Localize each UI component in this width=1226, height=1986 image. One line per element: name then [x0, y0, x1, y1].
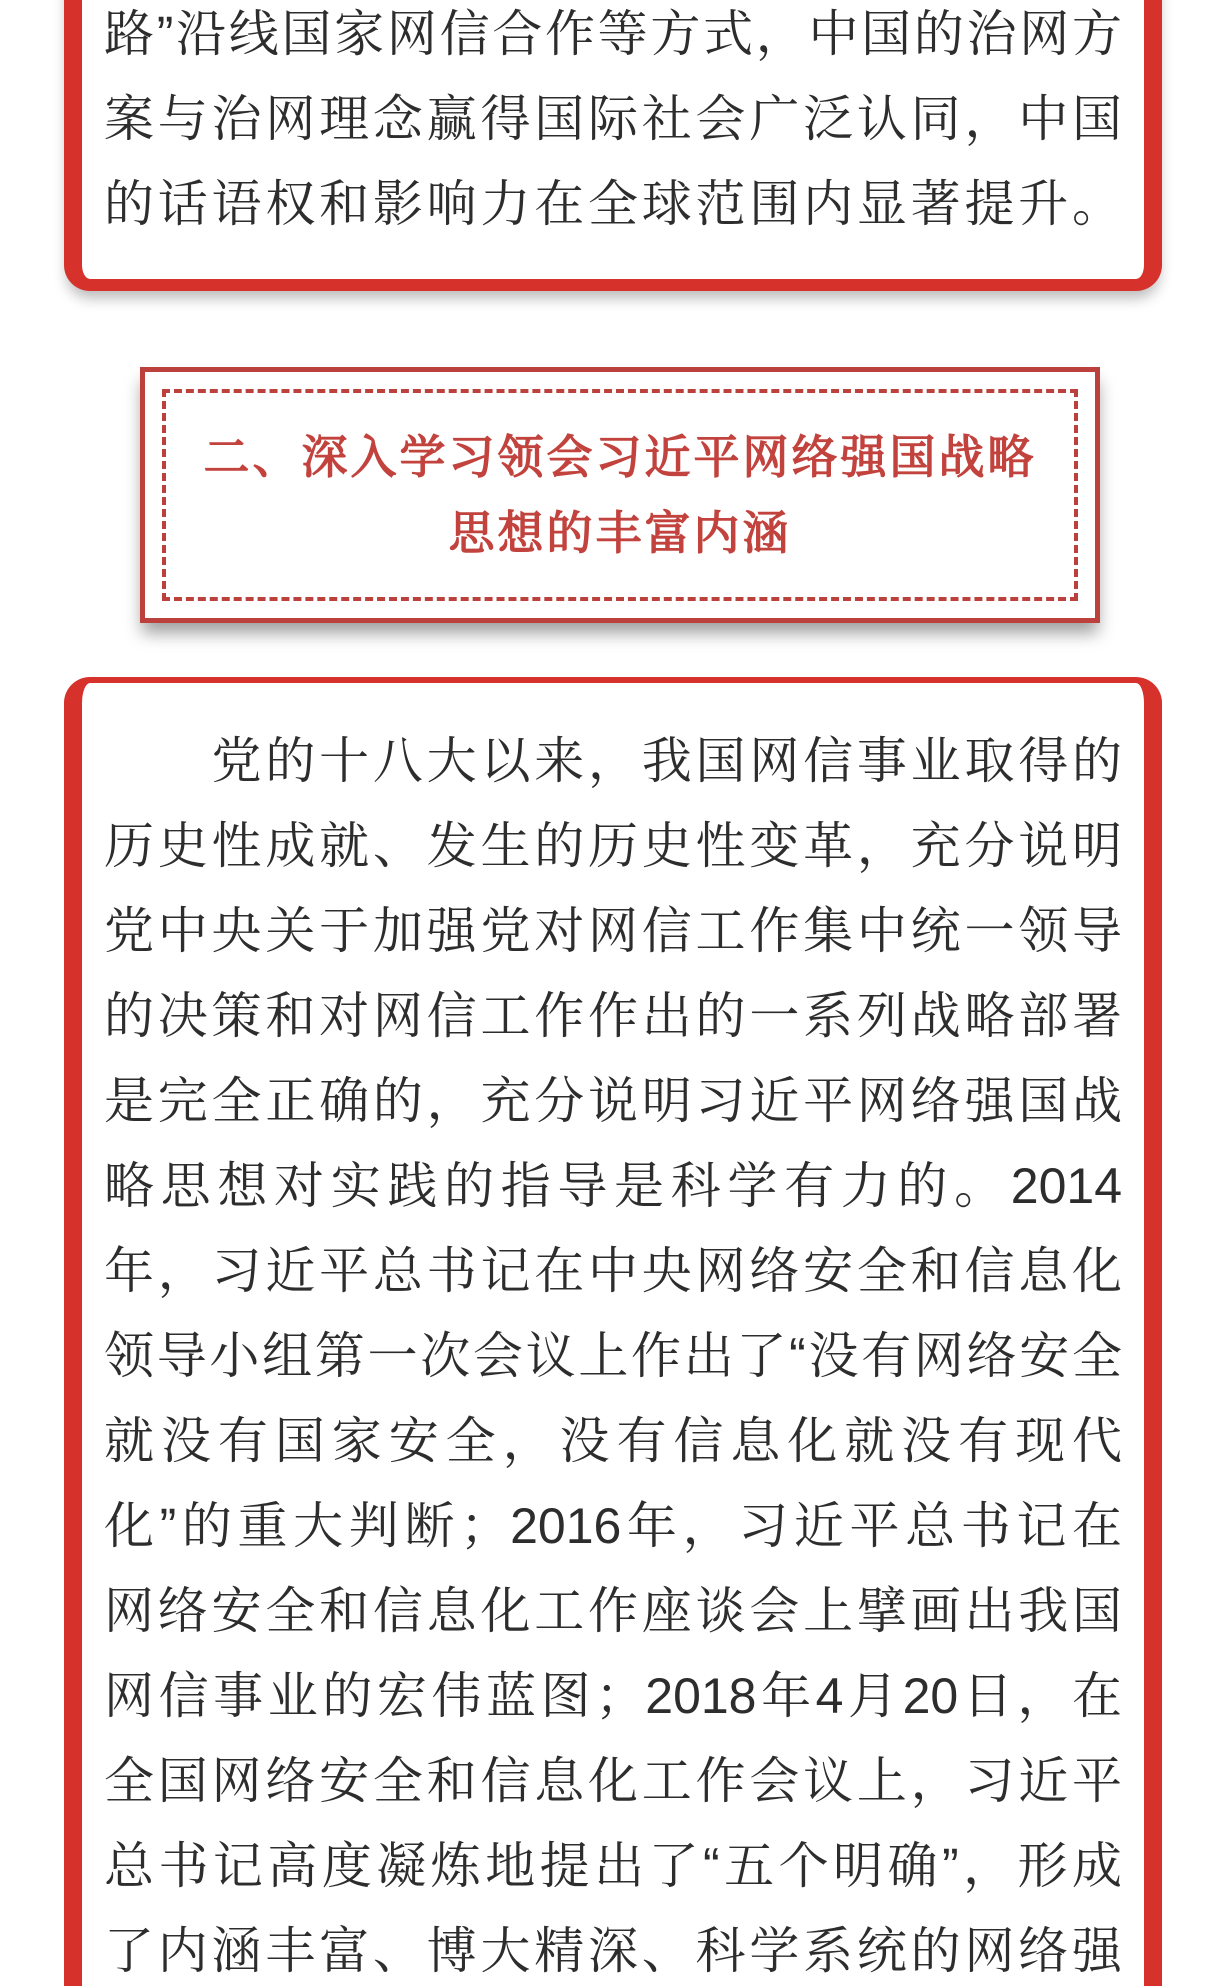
paragraph-line: 化”的重大判断；2016年，习近平总书记在: [104, 1498, 1122, 1554]
paragraph-line: 了内涵丰富、博大精深、科学系统的网络强: [104, 1923, 1122, 1979]
paragraph-line: 的话语权和影响力在全球范围内显著提升。: [104, 176, 1122, 232]
paragraph-line: 案与治网理念赢得国际社会广泛认同，中国: [104, 91, 1122, 147]
section-heading-dashed-frame: [162, 389, 1078, 601]
paragraph-line: 党的十八大以来，我国网信事业取得的: [104, 733, 1122, 789]
section-heading-box: [140, 367, 1100, 623]
paragraph-line: 路”沿线国家网信合作等方式，中国的治网方: [104, 6, 1122, 62]
paragraph-line: 年，习近平总书记在中央网络安全和信息化: [104, 1243, 1122, 1299]
paragraph-line: 领导小组第一次会议上作出了“没有网络安全: [104, 1328, 1122, 1384]
paragraph-line: 全国网络安全和信息化工作会议上，习近平: [104, 1753, 1122, 1809]
section-heading-line: 思想的丰富内涵: [448, 507, 792, 559]
paragraph-line: 的决策和对网信工作作出的一系列战略部署: [104, 988, 1122, 1044]
paragraph-line: 略思想对实践的指导是科学有力的。2014: [104, 1158, 1122, 1214]
paragraph-line: 历史性成就、发生的历史性变革，充分说明: [104, 818, 1122, 874]
body-paragraph-box: [64, 677, 1162, 1986]
paragraph-line: 党中央关于加强党对网信工作集中统一领导: [104, 903, 1122, 959]
paragraph-line: 总书记高度凝炼地提出了“五个明确”，形成: [104, 1838, 1122, 1894]
paragraph-line: 网络安全和信息化工作座谈会上擘画出我国: [104, 1583, 1122, 1639]
paragraph-line: 是完全正确的，充分说明习近平网络强国战: [104, 1073, 1122, 1129]
paragraph-line: 网信事业的宏伟蓝图；2018年4月20日，在: [104, 1668, 1122, 1724]
section-heading-line: 二、深入学习领会习近平网络强国战略: [203, 431, 1037, 483]
paragraph-line: 就没有国家安全，没有信息化就没有现代: [104, 1413, 1122, 1469]
top-paragraph-box: [64, 0, 1162, 291]
